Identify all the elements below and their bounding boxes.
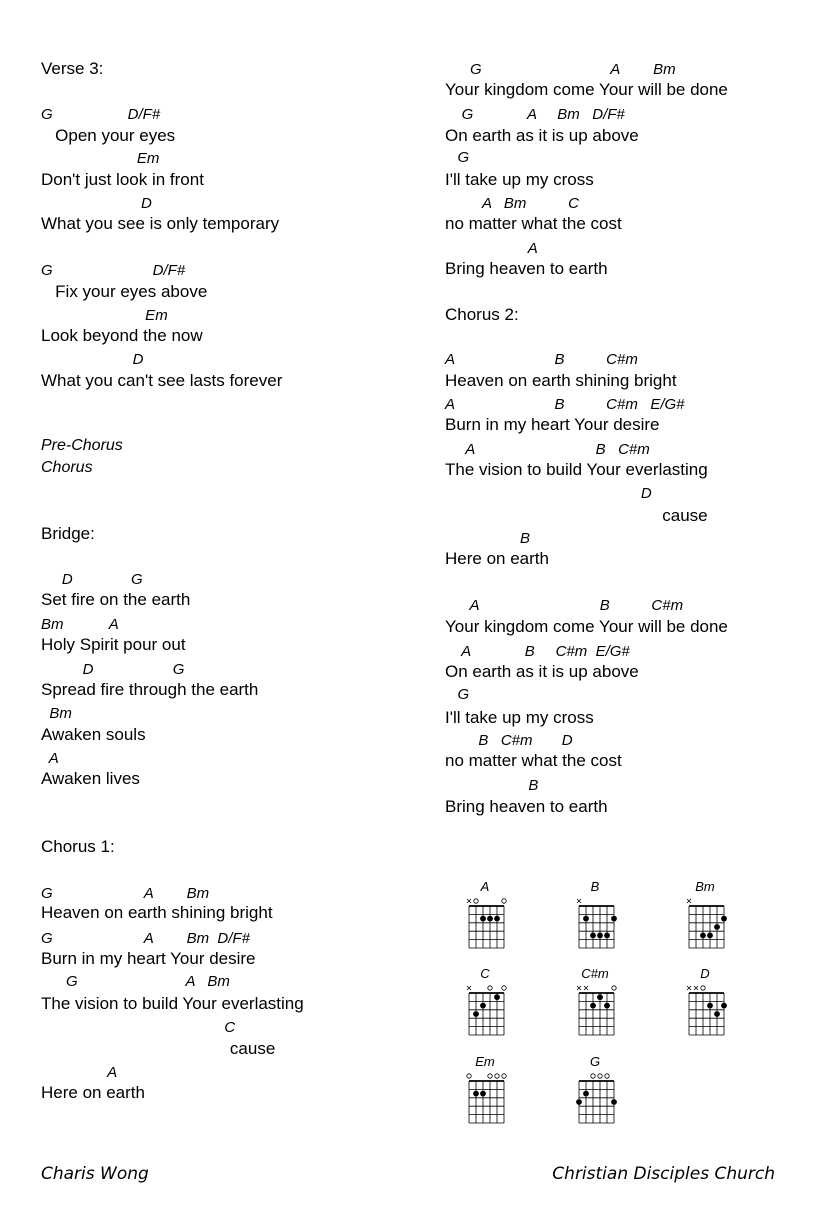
chord-diagram-d xyxy=(675,967,735,1047)
fretboard-grid xyxy=(455,981,515,1037)
chord-line: A xyxy=(41,750,59,767)
lyric-line: Here on earth xyxy=(41,1083,145,1102)
muted-string-marker xyxy=(687,986,691,990)
open-string-marker xyxy=(502,899,506,903)
chord-line: Bm A xyxy=(41,616,119,633)
chord-line: D xyxy=(445,485,652,502)
lyric-line: Here on earth xyxy=(445,549,549,568)
lyric-line: Open your eyes xyxy=(41,126,176,145)
bridge-heading: Bridge: xyxy=(41,524,95,543)
fretboard-grid xyxy=(455,1069,515,1125)
finger-dot xyxy=(604,933,610,939)
open-string-marker xyxy=(502,1074,506,1078)
footer-church: Christian Disciples Church xyxy=(552,1164,775,1184)
chord-line: D xyxy=(41,351,144,368)
muted-string-marker xyxy=(577,899,581,903)
finger-dot xyxy=(480,1003,486,1009)
chord-diagrams xyxy=(455,880,755,1130)
fretboard-grid xyxy=(455,894,515,950)
finger-dot xyxy=(480,1091,486,1097)
chord-line: G D/F# xyxy=(41,106,161,123)
chord-diagram-name: B xyxy=(590,879,600,894)
finger-dot xyxy=(494,916,500,922)
chord-line: G xyxy=(445,149,470,166)
finger-dot xyxy=(473,1011,479,1017)
fretboard-grid xyxy=(565,1069,625,1125)
open-string-marker xyxy=(598,1074,602,1078)
chord-diagram-g xyxy=(565,1055,625,1135)
finger-dot xyxy=(473,1091,479,1097)
chord-line: B xyxy=(445,777,539,794)
chord-line: G A Bm xyxy=(41,885,210,902)
chord-line: G A Bm xyxy=(445,61,676,78)
chord-diagram-name: Em xyxy=(475,1054,495,1069)
chord-diagram-name: Bm xyxy=(695,879,715,894)
open-string-marker xyxy=(488,1074,492,1078)
section-reference-chorus: Chorus xyxy=(41,459,93,476)
open-string-marker xyxy=(488,986,492,990)
finger-dot xyxy=(576,1099,582,1105)
finger-dot xyxy=(721,916,727,922)
muted-string-marker xyxy=(577,986,581,990)
chord-diagram-c xyxy=(455,967,515,1047)
fretboard-grid xyxy=(565,981,625,1037)
lyric-line: I'll take up my cross xyxy=(445,170,594,189)
chord-line: B C#m D xyxy=(445,732,573,749)
chord-line: G A Bm D/F# xyxy=(41,930,250,947)
muted-string-marker xyxy=(584,986,588,990)
chord-line: Em xyxy=(41,150,160,167)
finger-dot xyxy=(707,1003,713,1009)
lyric-line: Spread fire through the earth xyxy=(41,680,259,699)
chord-line: D G xyxy=(41,661,185,678)
lyric-line: Holy Spirit pour out xyxy=(41,635,186,654)
lyric-line: Fix your eyes above xyxy=(41,282,208,301)
fretboard-grid xyxy=(675,894,735,950)
lyric-line: Heaven on earth shining bright xyxy=(41,903,273,922)
muted-string-marker xyxy=(467,899,471,903)
lyric-line: The vision to build Your everlasting xyxy=(445,460,708,479)
chord-line: A xyxy=(41,1064,118,1081)
open-string-marker xyxy=(467,1074,471,1078)
finger-dot xyxy=(714,1011,720,1017)
finger-dot xyxy=(583,1091,589,1097)
chord-diagram-name: G xyxy=(589,1054,601,1069)
chord-line: G xyxy=(445,686,470,703)
lyric-line: no matter what the cost xyxy=(445,751,622,770)
lyric-line: Bring heaven to earth xyxy=(445,797,608,816)
lyric-line: What you can't see lasts forever xyxy=(41,371,283,390)
open-string-marker xyxy=(591,1074,595,1078)
open-string-marker xyxy=(701,986,705,990)
finger-dot xyxy=(721,1003,727,1009)
chord-diagram-name: C#m xyxy=(581,966,609,981)
lyric-line: Your kingdom come Your will be done xyxy=(445,80,728,99)
chord-line: D G xyxy=(41,571,143,588)
finger-dot xyxy=(597,933,603,939)
chord-line: A Bm C xyxy=(445,195,579,212)
lyric-line: Bring heaven to earth xyxy=(445,259,608,278)
chord-diagram-name: C xyxy=(480,966,490,981)
muted-string-marker xyxy=(467,986,471,990)
lyric-line: Don't just look in front xyxy=(41,170,204,189)
lyric-line: Burn in my heart Your desire xyxy=(445,415,660,434)
chord-line: G A Bm xyxy=(41,973,230,990)
lyric-line: On earth as it is up above xyxy=(445,662,639,681)
chord-line: Em xyxy=(41,307,168,324)
lyric-line: Heaven on earth shining bright xyxy=(445,371,677,390)
lyric-line: Awaken souls xyxy=(41,725,146,744)
chord-line: D xyxy=(41,195,152,212)
section-reference-prechorus: Pre-Chorus xyxy=(41,437,123,454)
lyric-line: The vision to build Your everlasting xyxy=(41,994,304,1013)
finger-dot xyxy=(604,1003,610,1009)
finger-dot xyxy=(611,916,617,922)
finger-dot xyxy=(714,924,720,930)
chord-line: G A Bm D/F# xyxy=(445,106,625,123)
chord-line: A B C#m xyxy=(445,597,684,614)
chord-line: A B C#m xyxy=(445,441,650,458)
chorus1-heading: Chorus 1: xyxy=(41,837,115,856)
lyric-line: What you see is only temporary xyxy=(41,214,280,233)
lyric-line: Burn in my heart Your desire xyxy=(41,949,256,968)
finger-dot xyxy=(590,933,596,939)
chorus2-heading: Chorus 2: xyxy=(445,305,519,324)
fretboard-grid xyxy=(675,981,735,1037)
chord-diagram-name: D xyxy=(700,966,710,981)
chord-line: G D/F# xyxy=(41,262,186,279)
chord-line: A B C#m E/G# xyxy=(445,396,685,413)
finger-dot xyxy=(494,994,500,1000)
chord-line: A B C#m E/G# xyxy=(445,643,630,660)
finger-dot xyxy=(480,916,486,922)
lyric-line: no matter what the cost xyxy=(445,214,622,233)
chord-diagram-a xyxy=(455,880,515,960)
chord-diagram-bm xyxy=(675,880,735,960)
lyric-line: I'll take up my cross xyxy=(445,708,594,727)
lyric-line: Look beyond the now xyxy=(41,326,203,345)
chord-line: C xyxy=(41,1019,236,1036)
chord-diagram-csharpm xyxy=(565,967,625,1047)
finger-dot xyxy=(590,1003,596,1009)
muted-string-marker xyxy=(687,899,691,903)
chord-diagram-em xyxy=(455,1055,515,1135)
open-string-marker xyxy=(502,986,506,990)
lyric-line: Your kingdom come Your will be done xyxy=(445,617,728,636)
fretboard-grid xyxy=(565,894,625,950)
muted-string-marker xyxy=(694,986,698,990)
chord-line: Bm xyxy=(41,705,72,722)
chord-diagram-b xyxy=(565,880,625,960)
lyric-line: cause xyxy=(445,506,708,525)
chord-diagram-name: A xyxy=(480,879,490,894)
finger-dot xyxy=(707,933,713,939)
chord-line: B xyxy=(445,530,531,547)
chord-line: A B C#m xyxy=(445,351,638,368)
open-string-marker xyxy=(612,986,616,990)
lyric-line: On earth as it is up above xyxy=(445,126,639,145)
lyric-line: cause xyxy=(41,1039,276,1058)
chord-line: A xyxy=(445,240,538,257)
lyric-line: Set fire on the earth xyxy=(41,590,191,609)
finger-dot xyxy=(583,916,589,922)
open-string-marker xyxy=(605,1074,609,1078)
finger-dot xyxy=(487,916,493,922)
open-string-marker xyxy=(495,1074,499,1078)
finger-dot xyxy=(700,933,706,939)
verse3-heading: Verse 3: xyxy=(41,59,104,78)
lyric-line: Awaken lives xyxy=(41,769,140,788)
footer-author: Charis Wong xyxy=(41,1164,149,1184)
finger-dot xyxy=(611,1099,617,1105)
finger-dot xyxy=(597,994,603,1000)
open-string-marker xyxy=(474,899,478,903)
